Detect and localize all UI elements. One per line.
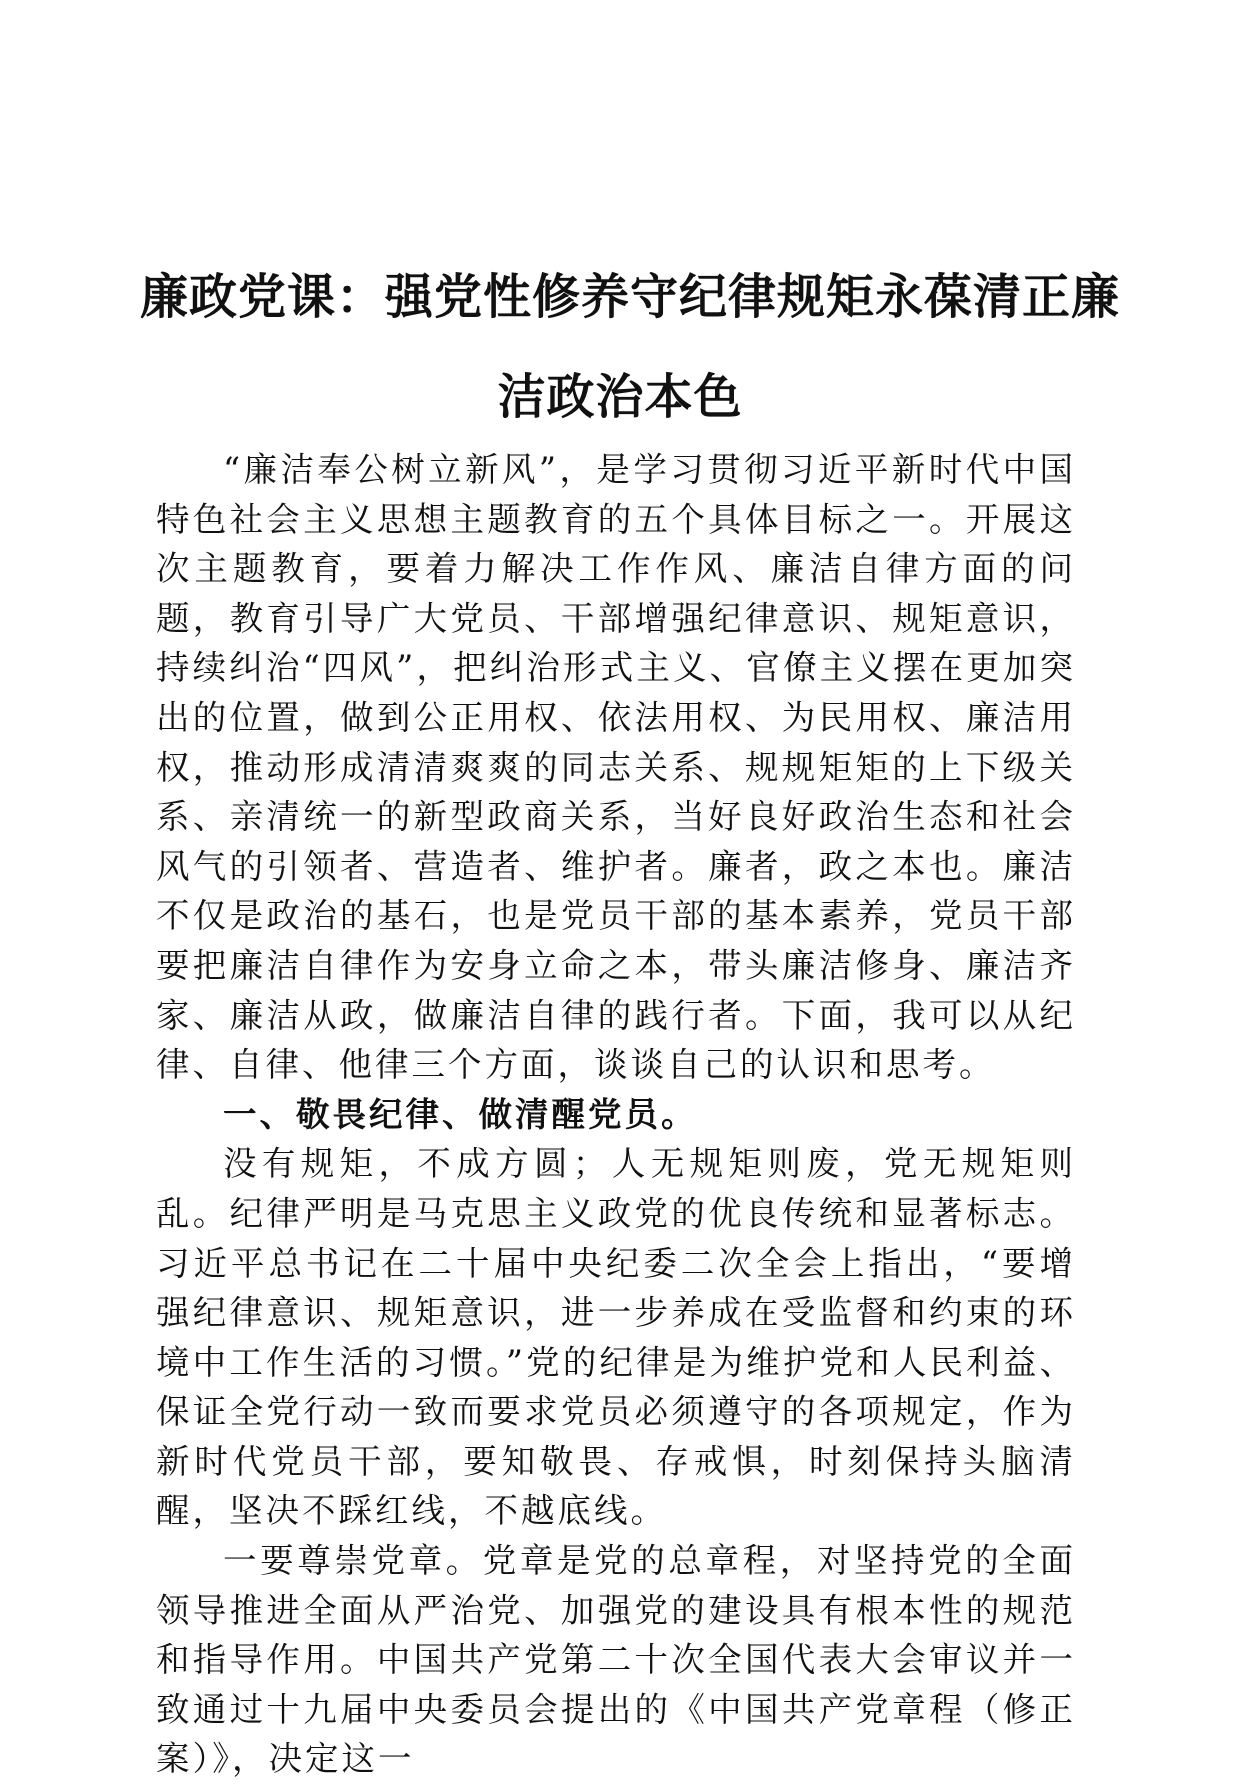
paragraph-discipline: 没有规矩，不成方圆；人无规矩则废，党无规矩则乱。纪律严明是马克思主义政党的优良传统和显著标志。习近平总书记在二十届中央纪委二次全会上指出，“要增强纪律意识、规矩意识，进一步养成在受监督和约束的环境中工作生活的习惯。”党的纪律是为维护党和人民利益、保证全党行动一致而要求党员必须遵守的各项规定，作为新时代党员干部，要知敬畏、存戒惧，时刻保持头脑清醒，坚决不踩红线，不越底线。 [156,1144,1076,1531]
section-heading-1: 一、敬畏纪律、做清醒党员。 [223,1094,698,1134]
paragraph-intro: “廉洁奉公树立新风”，是学习贯彻习近平新时代中国特色社会主义思想主题教育的五个具体目标之一。开展这次主题教育，要着力解决工作作风、廉洁自律方面的问题，教育引导广大党员、干部增强纪律意识、规矩意识，持续纠治“四风”，把纠治形式主义、官僚主义摆在更加突出的位置，做到公正用权、依法用权、为民用权、廉洁用权，推动形成清清爽爽的同志关系、规规矩矩的上下级关系、亲清统一的新型政商关系，当好良好政治生态和社会风气的引领者、营造者、维护者。廉者，政之本也。廉洁不仅是政治的基石，也是党员干部的基本素养，党员干部要把廉洁自律作为安身立命之本，带头廉洁修身、廉洁齐家、廉洁从政，做廉洁自律的践行者。下面，我可以从纪律、自律、他律三个方面，谈谈自己的认识和思考。 [156,450,1076,1085]
title-line-2: 洁政治本色 [497,369,743,426]
document-title [140,247,1121,447]
title-line-1: 廉政党课：强党性修养守纪律规矩永葆清正廉 [140,269,1121,326]
paragraph-party-constitution: 一要尊崇党章。党章是党的总章程，对坚持党的全面领导推进全面从严治党、加强党的建设具有根本性的规范和指导作用。中国共产党第二十次全国代表大会审议并一致通过十九届中央委员会提出的《中国共产党章程（修正案）》，决定这一 [156,1541,1076,1779]
document-body [156,445,1076,1784]
